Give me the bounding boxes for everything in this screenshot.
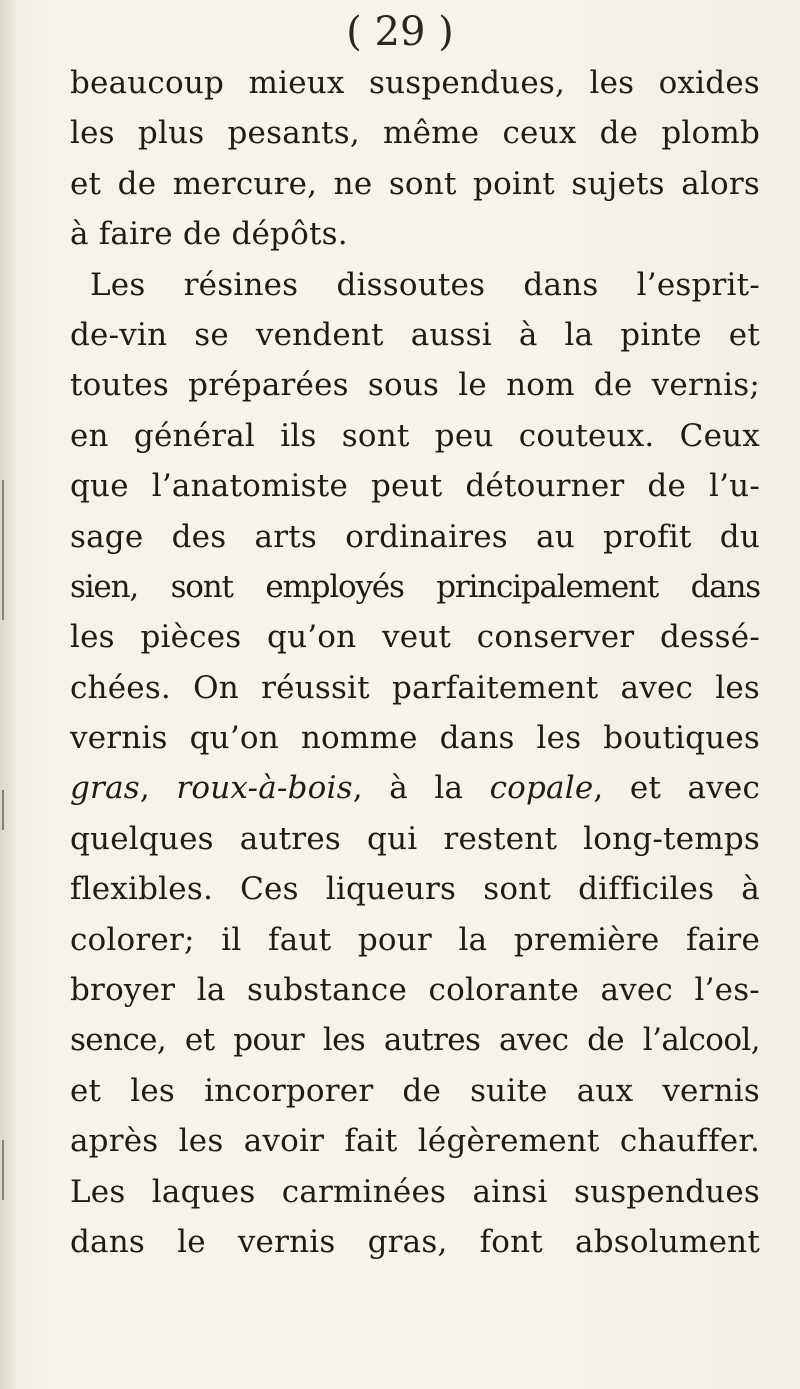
text-line: toutes préparées sous le nom de vernis;	[70, 367, 760, 404]
text-line: vernis qu’on nomme dans les boutiques	[70, 720, 760, 757]
text-line: Les laques carminées ainsi suspendues	[70, 1173, 760, 1210]
body-text	[70, 58, 760, 1267]
text-line: et de mercure, ne sont point sujets alors	[70, 165, 760, 202]
text-line: de-vin se vendent aussi à la pinte et	[70, 316, 760, 353]
margin-mark	[2, 790, 4, 830]
text-line: sage des arts ordinaires au profit du	[70, 518, 760, 555]
text-line: quelques autres qui restent long-temps	[70, 820, 760, 857]
text-line: sien, sont employés principalement dans	[70, 568, 760, 605]
text-line: Les résines dissoutes dans l’esprit-	[90, 266, 760, 303]
text-line: colorer; il faut pour la première faire	[70, 921, 760, 958]
text-line: flexibles. Ces liqueurs sont difficiles à	[70, 871, 760, 908]
text-line-italic-terms	[70, 763, 760, 813]
italic-term: copale	[489, 770, 594, 807]
text-fragment: , à la	[352, 770, 490, 807]
text-line: chées. On réussit parfaitement avec les	[70, 669, 760, 706]
margin-mark	[2, 480, 4, 620]
italic-term: roux-à-bois	[176, 770, 353, 807]
text-line: que l’anatomiste peut détourner de l’u-	[70, 468, 760, 505]
margin-mark	[2, 1140, 4, 1200]
text-line: beaucoup mieux suspendues, les oxides	[70, 65, 760, 101]
text-fragment: ,	[139, 770, 177, 807]
text-line: après les avoir fait légèrement chauffer.	[70, 1123, 760, 1160]
text-line: et les incorporer de suite aux vernis	[70, 1072, 760, 1109]
text-line: les plus pesants, même ceux de plomb	[70, 115, 760, 152]
text-fragment: , et avec	[593, 770, 761, 807]
text-line: sence, et pour les autres avec de l’alcool,	[70, 1022, 760, 1059]
text-line: les pièces qu’on veut conserver dessé-	[70, 619, 760, 656]
text-line: en général ils sont peu couteux. Ceux	[70, 417, 760, 454]
page-number: ( 29 )	[346, 9, 454, 55]
text-line: à faire de dépôts.	[70, 216, 348, 253]
italic-term: gras	[70, 770, 140, 807]
text-line: dans le vernis gras, font absolument	[70, 1223, 760, 1260]
text-line: broyer la substance colorante avec l’es-	[70, 972, 760, 1009]
